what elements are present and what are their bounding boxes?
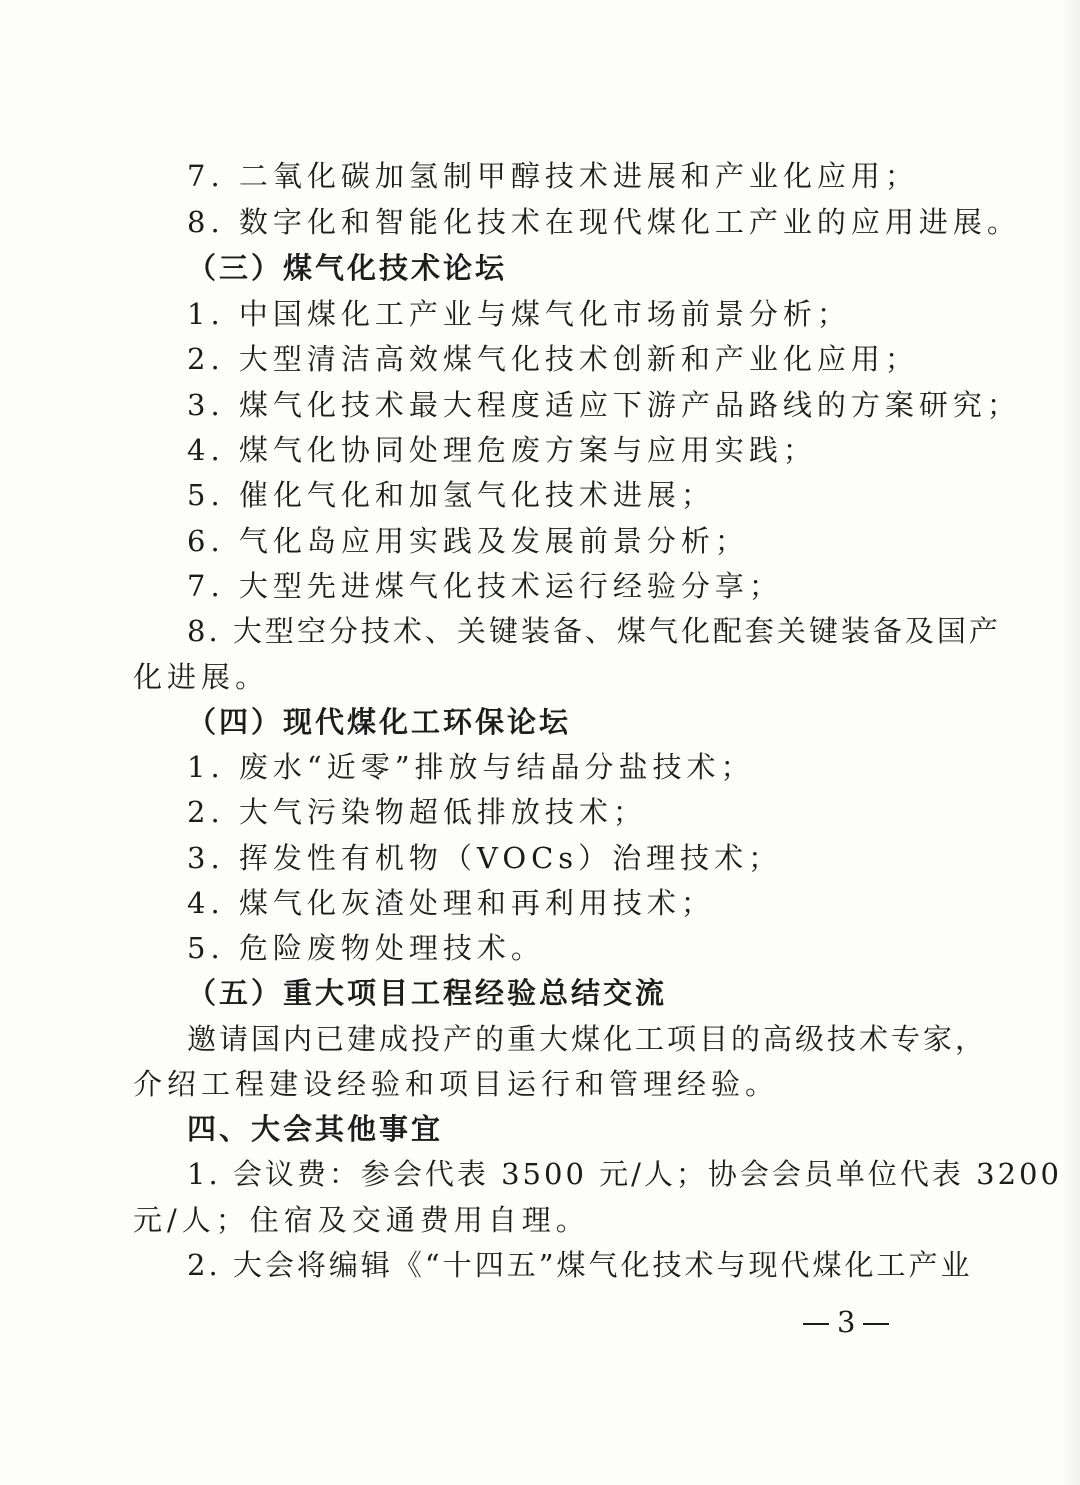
list-item: 6. 气化岛应用实践及发展前景分析；: [187, 524, 749, 558]
page-number-value: 3: [837, 1305, 856, 1339]
section-heading: （三）煤气化技术论坛: [187, 251, 508, 285]
list-item: 7. 二氧化碳加氢制甲醇技术进展和产业化应用；: [187, 159, 919, 193]
section-heading: （四）现代煤化工环保论坛: [187, 705, 572, 739]
list-item: 1. 中国煤化工产业与煤气化市场前景分析；: [187, 297, 851, 331]
dash-right: [863, 1323, 889, 1325]
list-item: 7. 大型先进煤气化技术运行经验分享；: [187, 569, 783, 603]
chapter-heading: 四、大会其他事宜: [187, 1112, 444, 1146]
paragraph-line: 邀请国内已建成投产的重大煤化工项目的高级技术专家，: [187, 1022, 988, 1056]
list-item: 2. 大气污染物超低排放技术；: [187, 795, 647, 829]
list-item: 4. 煤气化协同处理危废方案与应用实践；: [187, 433, 817, 467]
list-item: 5. 危险废物处理技术。: [187, 931, 545, 965]
list-item: 1. 废水“近零”排放与结晶分盐技术；: [187, 750, 755, 784]
list-item: 3. 煤气化技术最大程度适应下游产品路线的方案研究；: [187, 388, 1021, 422]
paragraph-line: 1. 会议费：参会代表 3500 元/人；协会会员单位代表 3200: [187, 1157, 1062, 1191]
list-item: 3. 挥发性有机物（VOCs）治理技术；: [187, 841, 783, 875]
dash-left: [803, 1323, 829, 1325]
paragraph-line: 2. 大会将编辑《“十四五”煤气化技术与现代煤化工产业: [187, 1248, 973, 1282]
list-item: 8. 数字化和智能化技术在现代煤化工产业的应用进展。: [187, 205, 1021, 239]
list-item: 5. 催化气化和加氢气化技术进展；: [187, 478, 715, 512]
paragraph-line: 元/人；住宿及交通费用自理。: [133, 1203, 590, 1237]
list-item: 4. 煤气化灰渣处理和再利用技术；: [187, 886, 715, 920]
scan-edge-shadow: [1062, 0, 1080, 1485]
page-number: [795, 1302, 897, 1342]
list-item: 8. 大型空分技术、关键装备、煤气化配套关键装备及国产: [187, 614, 1001, 648]
section-heading: （五）重大项目工程经验总结交流: [187, 976, 668, 1010]
paragraph-line: 介绍工程建设经验和项目运行和管理经验。: [133, 1067, 780, 1101]
list-item-continuation: 化进展。: [133, 660, 270, 694]
list-item: 2. 大型清洁高效煤气化技术创新和产业化应用；: [187, 342, 919, 376]
